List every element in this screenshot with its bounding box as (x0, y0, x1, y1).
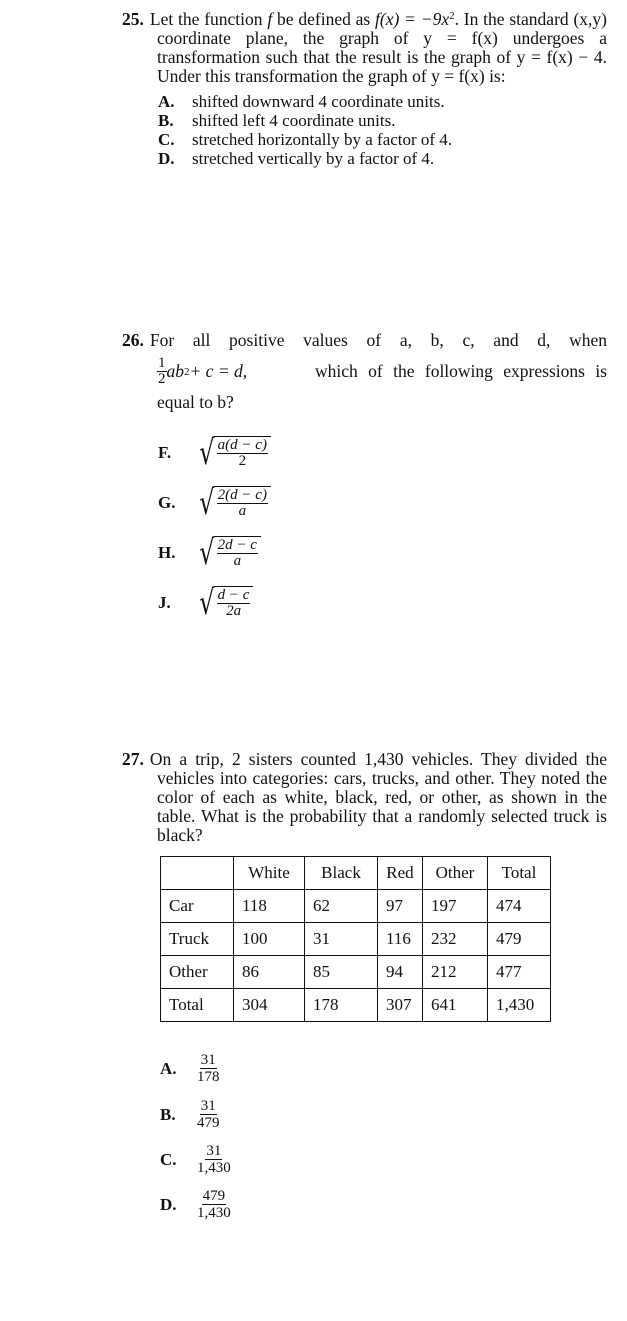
table-cell: 86 (234, 956, 305, 989)
answer-choice-d[interactable]: D. stretched vertically by a factor of 4. (158, 149, 435, 168)
radical-expression: √ $\frac{a(d - c)}{2}$ (196, 436, 271, 470)
answer-choice-f[interactable]: F. √ $\frac{a(d - c)}{2}$ (158, 428, 607, 478)
function-definition: f(x) = −9x (375, 9, 450, 29)
table-row (161, 923, 551, 956)
question-25-stem: 25. Let the function f be defined as $f(x) = -9x^2$. In the standard (x,y) coordinate plane, the graph of y = f(x) undergoes a transformation such that the result is the graph of y = f(x) − 4. Under this transformation the graph of y = f(x) is: (122, 9, 607, 86)
question-25 (122, 10, 607, 168)
answer-choices (158, 92, 607, 168)
question-number: 25. (122, 9, 144, 29)
answer-choice-j[interactable]: J. √ $\frac{d - c}{2a}$ (158, 578, 607, 628)
table-row (161, 890, 551, 923)
question-26-stem: 26. For all positive values of a, b, c, and d, when $\frac{1}{2}$ ab 2 + c = d, which of the following expressions is equal to b? (122, 330, 607, 412)
table-header-cell: White (234, 857, 305, 890)
table-cell: 100 (234, 923, 305, 956)
question-26-line3: equal to b? (157, 392, 234, 412)
fraction: $\frac{31}{1,430}$ (197, 1143, 231, 1176)
table-cell: 1,430 (488, 989, 551, 1022)
table-header-cell: Black (305, 857, 378, 890)
equation-line: $\frac{1}{2}$ ab 2 + c = d, which of the following expressions is (158, 355, 607, 387)
table-row-label: Total (161, 989, 234, 1022)
fraction: $\frac{31}{479}$ (197, 1098, 220, 1131)
table-row-label: Truck (161, 923, 234, 956)
answer-choice-g[interactable]: G. √ $\frac{2(d - c)}{a}$ (158, 478, 607, 528)
question-27-stem: 27. On a trip, 2 sisters counted 1,430 vehicles. They divided the vehicles into categories: cars, trucks, and other. They noted the color of each as white, black, red, or other, as shown in the table. What is the probability that a randomly selected truck is black? (122, 749, 607, 845)
radical-expression: √ $\frac{2d - c}{a}$ (196, 536, 261, 570)
table-cell: 474 (488, 890, 551, 923)
table-cell: 97 (378, 890, 423, 923)
table-cell: 118 (234, 890, 305, 923)
fraction-one-half: $\frac{1}{2}$ (158, 355, 166, 387)
table-cell: 212 (423, 956, 488, 989)
answer-choice-a[interactable]: A. $\frac{31}{178}$ (160, 1052, 220, 1085)
question-number: 26. (122, 330, 144, 350)
table-cell: 479 (488, 923, 551, 956)
answer-choice-b[interactable]: B. $\frac{31}{479}$ (160, 1098, 220, 1131)
table-cell: 477 (488, 956, 551, 989)
table-cell: 178 (305, 989, 378, 1022)
fraction: $\frac{479}{1,430}$ (197, 1188, 231, 1221)
table-cell: 116 (378, 923, 423, 956)
table-cell: 85 (305, 956, 378, 989)
table-cell: 641 (423, 989, 488, 1022)
answer-choice-c[interactable]: C. $\frac{31}{1,430}$ (160, 1143, 231, 1176)
table-header-cell: Other (423, 857, 488, 890)
table-header-cell: Red (378, 857, 423, 890)
table-cell: 31 (305, 923, 378, 956)
table-header-cell: Total (488, 857, 551, 890)
table-row (161, 956, 551, 989)
table-header-row (161, 857, 551, 890)
table-cell: 94 (378, 956, 423, 989)
answer-choice-a[interactable]: A. shifted downward 4 coordinate units. (158, 92, 445, 111)
vehicle-table (160, 856, 551, 1022)
table-cell: 307 (378, 989, 423, 1022)
table-cell: 197 (423, 890, 488, 923)
table-cell: 304 (234, 989, 305, 1022)
table-row (161, 989, 551, 1022)
table-cell: 232 (423, 923, 488, 956)
question-27 (122, 750, 607, 845)
answer-choice-b[interactable]: B. shifted left 4 coordinate units. (158, 111, 396, 130)
table-row-label: Car (161, 890, 234, 923)
table-cell: 62 (305, 890, 378, 923)
answer-choice-d[interactable]: D. $\frac{479}{1,430}$ (160, 1188, 231, 1221)
question-26 (122, 331, 607, 628)
answer-choices (122, 428, 607, 628)
radical-expression: √ $\frac{2(d - c)}{a}$ (196, 486, 271, 520)
answer-choice-c[interactable]: C. stretched horizontally by a factor of 4. (158, 130, 453, 149)
answer-choice-h[interactable]: H. √ $\frac{2d - c}{a}$ (158, 528, 607, 578)
table-row-label: Other (161, 956, 234, 989)
question-number: 27. (122, 749, 144, 769)
fraction: $\frac{31}{178}$ (197, 1052, 220, 1085)
radical-expression: √ $\frac{d - c}{2a}$ (196, 586, 253, 620)
table-header-cell (161, 857, 234, 890)
